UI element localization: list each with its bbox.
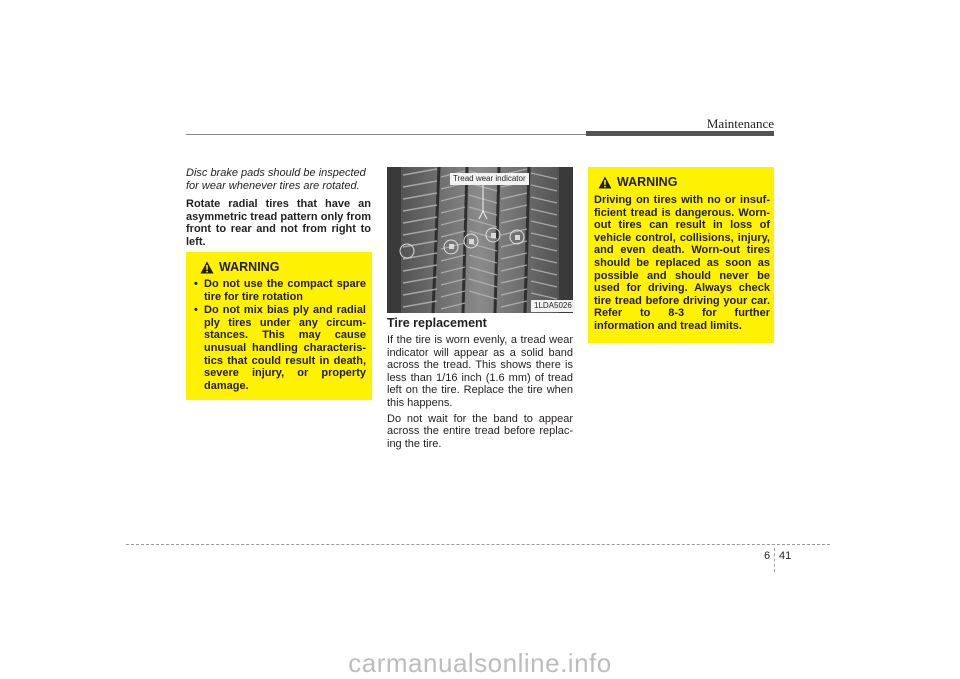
warning-box-left bbox=[186, 252, 372, 400]
warning-heading-left bbox=[200, 260, 279, 274]
header-rule-accent bbox=[586, 131, 774, 136]
rotation-instruction: Rotate radial tires that have an asymmetric tread pattern only from front to rear and not from right to left. bbox=[186, 198, 371, 248]
warning-triangle-icon bbox=[200, 261, 214, 274]
warning-item: • Do not mix bias ply and radial ply tires under any circum-stances. This may cause unusual handling characteris-tics that could result in death, severe injury, or property damage. bbox=[194, 304, 366, 392]
section-title: Maintenance bbox=[706, 116, 774, 131]
warning-label: WARNING bbox=[617, 175, 678, 189]
tread-wear-indicator-callout: Tread wear indicator bbox=[450, 173, 529, 185]
figure-code: 1LDA5026 bbox=[531, 300, 575, 312]
watermark: carmanualsonline.info bbox=[348, 648, 612, 678]
warning-label: WARNING bbox=[219, 260, 280, 274]
tire-replacement-section bbox=[387, 316, 573, 450]
tire-tread-illustration bbox=[387, 167, 573, 313]
tire-replacement-heading: Tire replacement bbox=[387, 316, 487, 330]
footer-rule bbox=[126, 544, 830, 545]
page-number: 41 bbox=[779, 550, 792, 562]
tire-replacement-para-2: Do not wait for the band to appear across the entire tread before replac-ing the tire. bbox=[387, 412, 573, 450]
header-rule bbox=[186, 134, 586, 135]
warning-item: • Do not use the compact spare tire for tire rotation bbox=[194, 278, 366, 303]
warning-box-right bbox=[588, 167, 774, 343]
brake-pad-note: Disc brake pads should be inspected for wear whenever tires are rotated. bbox=[186, 167, 366, 192]
left-column bbox=[186, 167, 371, 248]
warning-heading-right bbox=[598, 175, 677, 189]
tire-replacement-para-1: If the tire is worn evenly, a tread wear indicator will appear as a solid band across the tread. This shows there is less than 1/16 inch (1.6 mm) of tread left on the tire. Replace the tire when this happens. bbox=[387, 334, 573, 409]
warning-triangle-icon bbox=[598, 176, 612, 189]
warning-text-right: Driving on tires with no or insuf-ficient tread is dangerous. Worn-out tires can result in loss of vehicle control, collisions, injury, and even death. Worn-out tires should be replaced as soon as possible and should never be used for driving. Always check tire tread before driving your car. Refer to 8-3 for further information and tread limits. bbox=[594, 194, 770, 332]
page-number-separator bbox=[774, 548, 775, 572]
warning-list bbox=[192, 278, 366, 393]
tire-tread-photo bbox=[387, 167, 573, 313]
chapter-number: 6 bbox=[764, 550, 771, 562]
